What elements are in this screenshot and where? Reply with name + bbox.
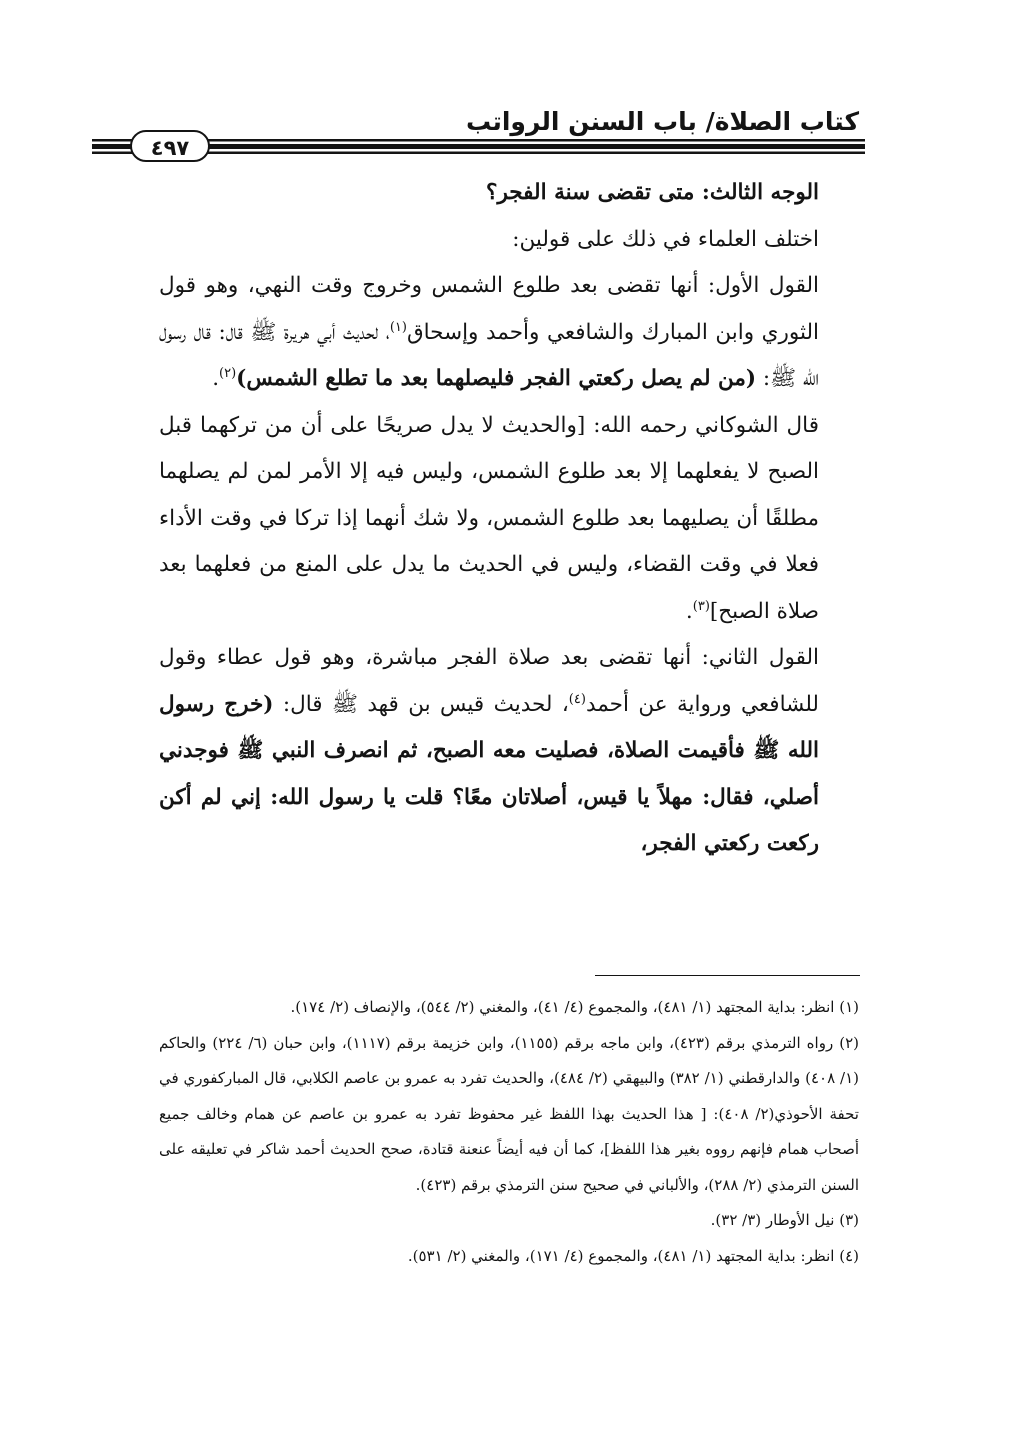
hadith-quote: (من لم يصل ركعتي الفجر فليصلهما بعد ما تطلع الشمس) — [236, 366, 757, 391]
footnote-ref[interactable]: (٤) — [568, 691, 586, 707]
text-run: قال الشوكاني رحمه الله: [والحديث لا يدل صريحًا على أن من تركهما قبل الصبح لا يفعلهما إلا بعد طلوع الشمس، وليس فيه إلا الأمر لمن لم يصلهما مطلقًا أن يصليهما بعد طلوع الشمس، ولا شك أنهما إذا تركا في وقت الأداء فعلا في وقت القضاء، وليس في الحديث ما يدل على المنع من فعلهما بعد صلاة الصبح] — [159, 412, 819, 624]
text-run: القول الثاني: أنها تقضى بعد صلاة الفجر مباشرة، وهو قول عطاء وقول للشافعي ورواية عن أحمد — [159, 645, 819, 717]
text-run: ، لحديث أبي هريرة ﷺ قال: قال رسول الله ﷺ: — [159, 319, 819, 391]
footnote-4: (٤) انظر: بداية المجتهد (١/ ٤٨١)، والمجموع (٤/ ١٧١)، والمغني (٢/ ٥٣١). — [407, 1246, 859, 1265]
paragraph-intro: اختلف العلماء في ذلك على قولين: — [512, 226, 819, 252]
footnote-ref[interactable]: (٣) — [692, 598, 710, 614]
footnotes — [159, 990, 859, 1274]
hadith-quote: (خرج رسول الله ﷺ فأقيمت الصلاة، فصليت معه الصبح، ثم انصرف النبي ﷺ فوجدني أصلي، فقال: مهلاً يا قيس، أصلاتان معًا؟ قلت يا رسول الله: إني لم أكن ركعت ركعتي الفجر، — [159, 691, 819, 856]
paragraph-shawkani — [159, 403, 819, 636]
running-header-title: كتاب الصلاة/ باب السنن الرواتب — [466, 107, 859, 136]
footnote-ref[interactable]: (٢) — [219, 365, 237, 381]
footnote-2: (٢) رواه الترمذي برقم (٤٢٣)، وابن ماجه برقم (١١٥٥)، وابن خزيمة برقم (١١١٧)، وابن حبان (٦/ ٢٢٤) والحاكم (١/ ٤٠٨) والدارقطني (١/ ٣٨٢) والبيهقي (٢/ ٤٨٤)، والحديث تفرد به عمرو بن عاصم الكلابي، قال المباركفوري في تحفة الأحوذي(٢/ ٤٠٨): [ هذا الحديث بهذا اللفظ غير محفوظ تفرد به عمرو بن عاصم عن همام وخالف جميع أصحاب همام فإنهم رووه بغير هذا اللفظ]، كما أن فيه أيضاً عنعنة قتادة، صحح الحديث أحمد شاكر في تعليقه على السنن الترمذي (٢/ ٢٨٨)، والألباني في صحيح سنن الترمذي برقم (٤٢٣). — [159, 1033, 860, 1194]
text-run: . — [685, 598, 693, 624]
footnote-3: (٣) نيل الأوطار (٣/ ٣٢). — [710, 1211, 859, 1229]
text-run: ، لحديث قيس بن قهد ﷺ قال: — [273, 691, 569, 717]
footnote-1: (١) انظر: بداية المجتهد (١/ ٤٨١)، والمجموع (٤/ ٤١)، والمغني (٢/ ٥٤٤)، والإنصاف (٢/ ١٧٤). — [290, 998, 859, 1016]
page-number: ٤٩٧ — [130, 130, 210, 162]
main-text — [159, 170, 819, 868]
footnote-separator — [595, 975, 860, 976]
paragraph-first-opinion — [159, 263, 819, 403]
text-run: . — [212, 366, 220, 391]
footnote-ref[interactable]: (١) — [389, 319, 407, 335]
paragraph-second-opinion — [159, 635, 819, 868]
section-heading: الوجه الثالث: متى تقضى سنة الفجر؟ — [486, 180, 819, 205]
text-run: القول الأول: أنها تقضى بعد طلوع الشمس وخروج وقت النهي، وهو قول الثوري وابن المبارك والشافعي وأحمد وإسحاق — [159, 273, 819, 345]
